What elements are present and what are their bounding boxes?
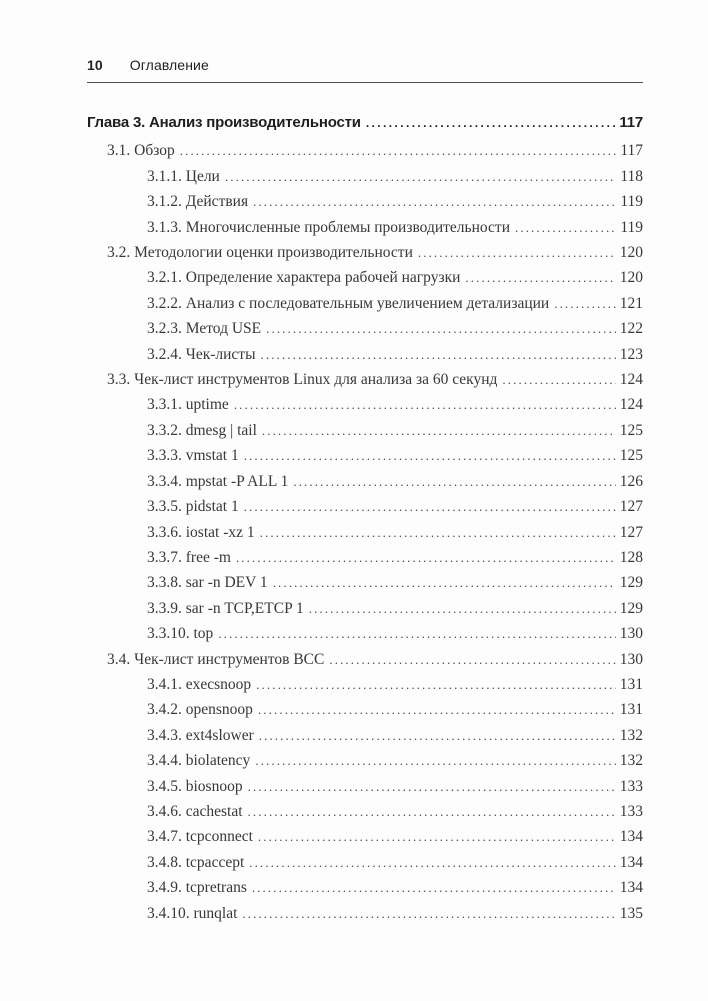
toc-entry bbox=[87, 418, 643, 443]
toc-entry-page-number: 131 bbox=[619, 701, 643, 719]
toc-entry-page-number: 117 bbox=[620, 142, 643, 160]
dot-leader bbox=[244, 494, 616, 519]
toc-entry bbox=[87, 215, 643, 240]
toc-entry-label: 3.3.7. free -m bbox=[147, 548, 231, 566]
toc-entry bbox=[87, 621, 643, 646]
toc-entry-page-number: 120 bbox=[619, 244, 643, 262]
toc-entry-label: Глава 3. Анализ производительности bbox=[87, 114, 361, 131]
toc-entry bbox=[87, 494, 643, 519]
dot-leader bbox=[258, 824, 616, 849]
toc-entry-page-number: 133 bbox=[619, 802, 643, 820]
toc-entry-label: 3.3. Чек-лист инструментов Linux для анализа за 60 секунд bbox=[107, 371, 498, 389]
toc-entry bbox=[87, 723, 643, 748]
toc-entry-label: 3.4.7. tcpconnect bbox=[147, 828, 253, 846]
dot-leader bbox=[258, 697, 616, 722]
dot-leader bbox=[266, 316, 616, 341]
toc-entry-label: 3.4.1. execsnoop bbox=[147, 675, 252, 693]
toc-entry bbox=[87, 799, 643, 824]
toc-entry-label: 3.2.4. Чек-листы bbox=[147, 345, 256, 363]
dot-leader bbox=[180, 138, 616, 163]
toc-entry-page-number: 128 bbox=[619, 548, 643, 566]
toc-entry-label: 3.1.3. Многочисленные проблемы производительности bbox=[147, 218, 510, 236]
toc-entry bbox=[87, 110, 643, 136]
toc-entry-page-number: 129 bbox=[619, 599, 643, 617]
toc-entry bbox=[87, 748, 643, 773]
toc-entry-page-number: 134 bbox=[619, 828, 643, 846]
dot-leader bbox=[515, 215, 616, 240]
toc-entry bbox=[87, 545, 643, 570]
toc-entry bbox=[87, 647, 643, 672]
toc-entry-label: 3.3.1. uptime bbox=[147, 396, 229, 414]
toc-entry-label: 3.3.5. pidstat 1 bbox=[147, 498, 239, 516]
toc-entry-label: 3.4.10. runqlat bbox=[147, 904, 238, 922]
toc-entry-label: 3.4.9. tcpretrans bbox=[147, 879, 247, 897]
header-section-title: Оглавление bbox=[129, 57, 209, 73]
dot-leader bbox=[234, 392, 616, 417]
dot-leader bbox=[248, 774, 616, 799]
toc-entry-label: 3.3.3. vmstat 1 bbox=[147, 447, 239, 465]
dot-leader bbox=[255, 748, 616, 773]
toc-entry bbox=[87, 367, 643, 392]
toc-entry-page-number: 120 bbox=[619, 269, 643, 287]
toc-entry-page-number: 123 bbox=[619, 345, 643, 363]
toc-entry-label: 3.4.5. biosnoop bbox=[147, 777, 243, 795]
toc-entry bbox=[87, 316, 643, 341]
toc-entry bbox=[87, 240, 643, 265]
toc-entry-page-number: 127 bbox=[619, 498, 643, 516]
dot-leader bbox=[261, 342, 617, 367]
toc-entry-label: 3.3.10. top bbox=[147, 625, 214, 643]
toc-entry bbox=[87, 875, 643, 900]
toc-entry bbox=[87, 672, 643, 697]
toc-entry-page-number: 117 bbox=[619, 114, 643, 131]
toc-entry bbox=[87, 824, 643, 849]
toc-entry bbox=[87, 392, 643, 417]
toc-entry-label: 3.4.3. ext4slower bbox=[147, 726, 254, 744]
dot-leader bbox=[329, 647, 616, 672]
toc-entry-label: 3.3.4. mpstat -P ALL 1 bbox=[147, 472, 289, 490]
toc-entry-label: 3.2.1. Определение характера рабочей нагрузки bbox=[147, 269, 461, 287]
toc-entry-page-number: 132 bbox=[619, 752, 643, 770]
dot-leader bbox=[242, 901, 616, 926]
toc-entry-page-number: 127 bbox=[619, 523, 643, 541]
dot-leader bbox=[273, 570, 616, 595]
toc-entry-page-number: 121 bbox=[619, 294, 643, 312]
toc-entry-page-number: 132 bbox=[619, 726, 643, 744]
toc-entry-label: 3.4.2. opensnoop bbox=[147, 701, 253, 719]
toc-entry-page-number: 133 bbox=[619, 777, 643, 795]
toc-entry-label: 3.3.8. sar -n DEV 1 bbox=[147, 574, 268, 592]
toc-entry-page-number: 122 bbox=[619, 320, 643, 338]
toc-entry bbox=[87, 189, 643, 214]
toc-entry-label: 3.1.1. Цели bbox=[147, 167, 220, 185]
dot-leader bbox=[260, 520, 616, 545]
dot-leader bbox=[244, 443, 616, 468]
toc-entry-page-number: 131 bbox=[619, 675, 643, 693]
dot-leader bbox=[218, 621, 616, 646]
toc-entry-page-number: 126 bbox=[619, 472, 643, 490]
toc-entry bbox=[87, 443, 643, 468]
dot-leader bbox=[554, 291, 616, 316]
toc-entry bbox=[87, 291, 643, 316]
toc-entry-page-number: 129 bbox=[619, 574, 643, 592]
toc-entry-page-number: 118 bbox=[620, 167, 643, 185]
toc-entry bbox=[87, 901, 643, 926]
toc-entry-page-number: 125 bbox=[619, 447, 643, 465]
dot-leader bbox=[253, 189, 616, 214]
toc-entry-label: 3.1.2. Действия bbox=[147, 193, 249, 211]
toc-entry-page-number: 130 bbox=[619, 650, 643, 668]
dot-leader bbox=[236, 545, 616, 570]
toc-entry-label: 3.1. Обзор bbox=[107, 142, 175, 160]
dot-leader bbox=[502, 367, 616, 392]
dot-leader bbox=[252, 875, 616, 900]
dot-leader bbox=[256, 672, 616, 697]
toc-entry-page-number: 119 bbox=[620, 193, 643, 211]
dot-leader bbox=[366, 111, 616, 136]
dot-leader bbox=[465, 265, 616, 290]
toc-entry bbox=[87, 774, 643, 799]
table-of-contents bbox=[87, 110, 643, 926]
toc-entry-label: 3.2.3. Метод USE bbox=[147, 320, 262, 338]
toc-entry bbox=[87, 164, 643, 189]
toc-entry-page-number: 134 bbox=[619, 853, 643, 871]
toc-entry bbox=[87, 570, 643, 595]
dot-leader bbox=[225, 164, 616, 189]
toc-entry bbox=[87, 342, 643, 367]
toc-entry bbox=[87, 138, 643, 163]
toc-entry bbox=[87, 596, 643, 621]
toc-entry-label: 3.2.2. Анализ с последовательным увеличением детализации bbox=[147, 294, 550, 312]
toc-entry bbox=[87, 265, 643, 290]
dot-leader bbox=[293, 469, 616, 494]
toc-entry-label: 3.3.9. sar -n TCP,ETCP 1 bbox=[147, 599, 304, 617]
toc-entry bbox=[87, 469, 643, 494]
toc-entry-page-number: 124 bbox=[619, 371, 643, 389]
toc-entry-label: 3.3.2. dmesg | tail bbox=[147, 421, 257, 439]
toc-entry bbox=[87, 850, 643, 875]
dot-leader bbox=[418, 240, 616, 265]
dot-leader bbox=[248, 799, 616, 824]
dot-leader bbox=[249, 850, 616, 875]
header-page-number: 10 bbox=[87, 57, 103, 73]
toc-entry-label: 3.4.4. biolatency bbox=[147, 752, 251, 770]
toc-entry-page-number: 130 bbox=[619, 625, 643, 643]
toc-entry-page-number: 125 bbox=[619, 421, 643, 439]
toc-entry-label: 3.2. Методологии оценки производительности bbox=[107, 244, 413, 262]
toc-entry-page-number: 119 bbox=[620, 218, 643, 236]
dot-leader bbox=[259, 723, 616, 748]
toc-entry-label: 3.4. Чек-лист инструментов BCC bbox=[107, 650, 325, 668]
toc-entry-label: 3.4.6. cachestat bbox=[147, 802, 243, 820]
running-head bbox=[87, 57, 643, 83]
dot-leader bbox=[262, 418, 616, 443]
toc-entry-page-number: 135 bbox=[619, 904, 643, 922]
toc-entry bbox=[87, 520, 643, 545]
dot-leader bbox=[309, 596, 616, 621]
toc-entry-label: 3.3.6. iostat -xz 1 bbox=[147, 523, 255, 541]
toc-entry-label: 3.4.8. tcpaccept bbox=[147, 853, 245, 871]
toc-entry bbox=[87, 697, 643, 722]
toc-entry-page-number: 124 bbox=[619, 396, 643, 414]
toc-entry-page-number: 134 bbox=[619, 879, 643, 897]
